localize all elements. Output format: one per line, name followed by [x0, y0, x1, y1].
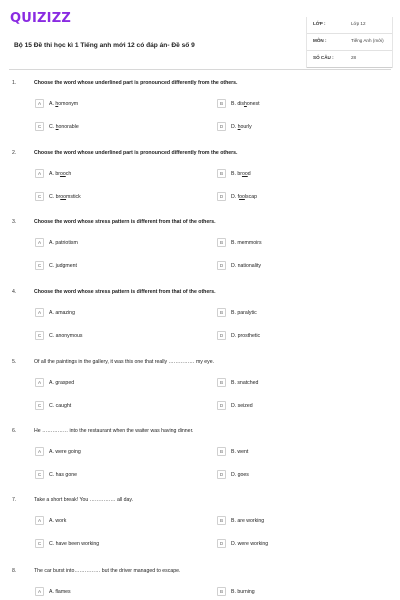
- underlined-part: h: [237, 124, 241, 130]
- option-letter-box[interactable]: C: [35, 261, 44, 270]
- meta-box: [306, 17, 393, 68]
- option-text: B. are working: [231, 518, 265, 524]
- option-letter-box[interactable]: D: [217, 122, 226, 131]
- option-text: B. dishonest: [231, 101, 260, 107]
- question-item: [12, 568, 390, 600]
- option-letter-box[interactable]: B: [217, 99, 226, 108]
- meta-row-subject: [307, 34, 392, 51]
- option-letter-box[interactable]: C: [35, 192, 44, 201]
- option-text: C. has gone: [49, 472, 77, 478]
- question-item: [12, 219, 390, 279]
- option-text: C. have been working: [49, 541, 100, 547]
- option-text: D. seized: [231, 403, 253, 409]
- underlined-part: oo: [59, 171, 66, 177]
- option-text: B. went: [231, 449, 249, 455]
- option-text: A. were going: [49, 449, 81, 455]
- option-letter-box[interactable]: B: [217, 378, 226, 387]
- option-text: B. burning: [231, 589, 255, 595]
- option-letter-box[interactable]: C: [35, 331, 44, 340]
- question-item: [12, 428, 390, 488]
- question-number: 3.: [12, 219, 17, 225]
- option-letter-box[interactable]: C: [35, 470, 44, 479]
- option-text: D. nationality: [231, 263, 261, 269]
- meta-value: Tiếng Anh (mới): [351, 38, 384, 43]
- meta-label: SỐ CÂU :: [313, 55, 334, 60]
- underlined-part: h: [243, 101, 247, 107]
- underlined-part: oo: [241, 171, 248, 177]
- option-text: D. prosthetic: [231, 333, 261, 339]
- option-text: D. goes: [231, 472, 249, 478]
- question-number: 1.: [12, 80, 17, 86]
- option-text: A. flames: [49, 589, 71, 595]
- option-text: A. patriotism: [49, 240, 78, 246]
- option-letter-box[interactable]: B: [217, 169, 226, 178]
- option-text: A. brooch: [49, 171, 72, 177]
- question-number: 7.: [12, 497, 17, 503]
- question-text: Choose the word whose underlined part is pronounced differently from the others.: [34, 80, 238, 86]
- option-letter-box[interactable]: D: [217, 539, 226, 548]
- question-number: 2.: [12, 150, 17, 156]
- option-text: C. anonymous: [49, 333, 83, 339]
- meta-label: MÔN :: [313, 38, 327, 43]
- option-text: A. homonym: [49, 101, 79, 107]
- worksheet-header: [9, 8, 391, 70]
- option-letter-box[interactable]: C: [35, 539, 44, 548]
- underlined-part: oo: [239, 194, 245, 200]
- option-letter-box[interactable]: D: [217, 261, 226, 270]
- meta-row-count: [307, 51, 392, 68]
- question-text: Choose the word whose stress pattern is different from that of the others.: [34, 219, 216, 225]
- question-item: [12, 497, 390, 557]
- option-letter-box[interactable]: A: [35, 308, 44, 317]
- question-text: Of all the paintings in the gallery, it was this one that really …………… my eye.: [34, 359, 215, 365]
- question-number: 4.: [12, 289, 17, 295]
- question-item: [12, 359, 390, 419]
- option-text: C. honorable: [49, 124, 79, 130]
- option-text: A. grasped: [49, 380, 75, 386]
- option-letter-box[interactable]: C: [35, 401, 44, 410]
- option-letter-box[interactable]: C: [35, 122, 44, 131]
- question-text: Choose the word whose underlined part is pronounced differently from the others.: [34, 150, 238, 156]
- underlined-part: h: [55, 101, 59, 107]
- meta-value: Lớp 12: [351, 21, 366, 26]
- option-text: A. amazing: [49, 310, 75, 316]
- option-letter-box[interactable]: A: [35, 516, 44, 525]
- option-letter-box[interactable]: A: [35, 99, 44, 108]
- option-text: D. foolscap: [231, 194, 257, 200]
- option-text: D. hourly: [231, 124, 252, 130]
- question-text: He …………… into the restaurant when the waiter was having dinner.: [34, 428, 194, 434]
- meta-value: 28: [351, 55, 357, 60]
- question-text: Choose the word whose stress pattern is different from that of the others.: [34, 289, 216, 295]
- question-item: [12, 289, 390, 349]
- question-number: 6.: [12, 428, 17, 434]
- meta-label: LỚP :: [313, 21, 326, 26]
- option-letter-box[interactable]: A: [35, 378, 44, 387]
- option-text: B. memmoirs: [231, 240, 262, 246]
- option-letter-box[interactable]: A: [35, 169, 44, 178]
- option-letter-box[interactable]: B: [217, 587, 226, 596]
- question-item: [12, 150, 390, 210]
- option-letter-box[interactable]: A: [35, 238, 44, 247]
- underlined-part: oo: [60, 194, 67, 200]
- document-title: Bộ 15 Đề thi học kì 1 Tiếng anh mới 12 có đáp án- Đề số 9: [14, 42, 195, 49]
- option-text: B. snatched: [231, 380, 259, 386]
- question-text: The car burst into…………… but the driver managed to escape.: [34, 568, 181, 574]
- option-letter-box[interactable]: D: [217, 470, 226, 479]
- option-text: D. were working: [231, 541, 269, 547]
- option-letter-box[interactable]: D: [217, 331, 226, 340]
- option-letter-box[interactable]: A: [35, 447, 44, 456]
- option-text: B. paralytic: [231, 310, 257, 316]
- question-text: Take a short break! You …………… all day.: [34, 497, 134, 503]
- option-letter-box[interactable]: B: [217, 308, 226, 317]
- option-letter-box[interactable]: B: [217, 238, 226, 247]
- question-item: [12, 80, 390, 140]
- option-letter-box[interactable]: B: [217, 516, 226, 525]
- underlined-part: h: [55, 124, 59, 130]
- option-letter-box[interactable]: B: [217, 447, 226, 456]
- option-letter-box[interactable]: A: [35, 587, 44, 596]
- question-number: 8.: [12, 568, 17, 574]
- quizizz-logo: QUIZIZZ: [10, 11, 71, 26]
- option-text: C. caught: [49, 403, 72, 409]
- option-text: C. broomstick: [49, 194, 81, 200]
- option-text: A. work: [49, 518, 67, 524]
- option-text: C. judgment: [49, 263, 77, 269]
- option-letter-box[interactable]: D: [217, 401, 226, 410]
- meta-row-class: [307, 17, 392, 34]
- option-text: B. brood: [231, 171, 251, 177]
- option-letter-box[interactable]: D: [217, 192, 226, 201]
- question-number: 5.: [12, 359, 17, 365]
